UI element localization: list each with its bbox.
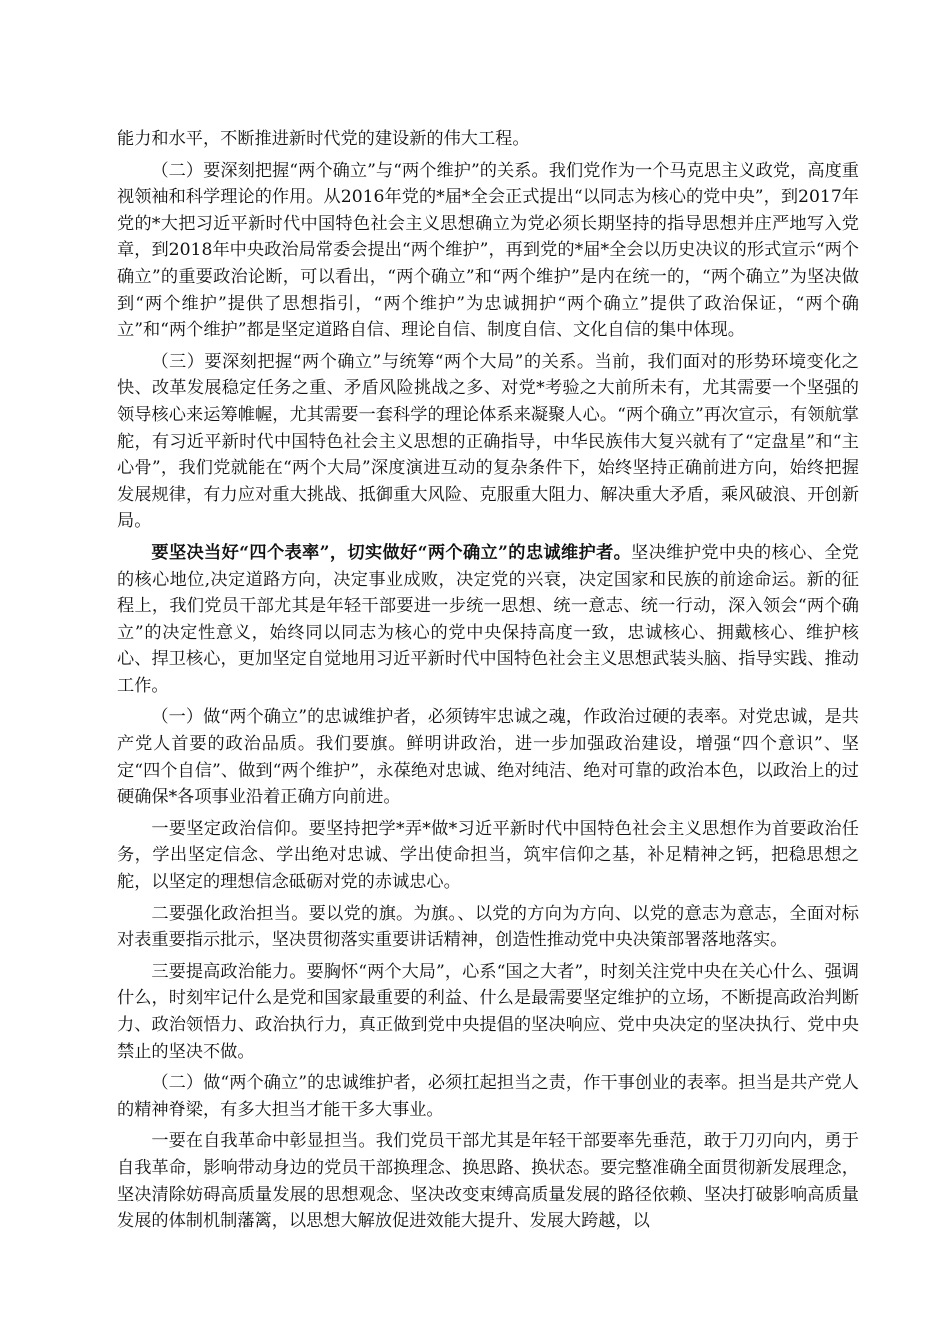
paragraph-10 [117,1128,859,1234]
paragraph-7 [117,901,859,954]
paragraph-text: 一要坚定政治信仰。要坚持把学*弄*做*习近平新时代中国特色社会主义思想作为首要政治任务，学出坚定信念、学出绝对忠诚、学出使命担当，筑牢信仰之基，补足精神之钙，把稳思想之舵，以坚定的理想信念砥砺对党的赤诚忠心。 [117,818,859,893]
paragraph-text: 坚决维护党中央的核心、全党的核心地位,决定道路方向，决定事业成败，决定党的兴衰，决定国家和民族的前途命运。新的征程上，我们党员干部尤其是年轻干部要进一步统一思想、统一意志、统一行动，深入领会“两个确立”的决定性意义，始终同以同志为核心的党中央保持高度一致，忠诚核心、拥戴核心、维护核心、捍卫核心，更加坚定自觉地用习近平新时代中国特色社会主义思想武装头脑、指导实践、推动工作。 [117,542,859,696]
document-body [117,126,859,1240]
paragraph-4 [117,540,859,700]
paragraph-text: （二）做“两个确立”的忠诚维护者，必须扛起担当之责，作干事创业的表率。担当是共产党人的精神脊梁，有多大担当才能干多大事业。 [117,1073,859,1120]
section-heading-lead: 要坚决当好“四个表率”，切实做好“两个确立”的忠诚维护者。 [151,542,632,563]
paragraph-text: 二要强化政治担当。要以党的旗。为旗。、以党的方向为方向、以党的意志为意志，全面对标对表重要指示批示，坚决贯彻落实重要讲话精神，创造性推动党中央决策部署落地落实。 [117,903,859,951]
paragraph-text: 三要提高政治能力。要胸怀“两个大局”，心系“国之大者”，时刻关注党中央在关心什么、强调什么，时刻牢记什么是党和国家最重要的利益、什么是最需要坚定维护的立场，不断提高政治判断力、政治领悟力、政治执行力，真正做到党中央提倡的坚决响应、党中央决定的坚决执行、党中央禁止的坚决不做。 [117,961,859,1062]
paragraph-3 [117,349,859,535]
paragraph-text: 能力和水平，不断推进新时代党的建设新的伟大工程。 [117,129,530,149]
paragraph-5 [117,704,859,810]
paragraph-text: （二）要深刻把握“两个确立”与“两个维护”的关系。我们党作为一个马克思主义政党，高度重视领袖和科学理论的作用。从2016年党的*届*全会正式提出“以同志为核心的党中央”，到2017年党的*大把习近平新时代中国特色社会主义思想确立为党必须长期坚持的指导思想并庄严地写入党章，到2018年中央政治局常委会提出“两个维护”，再到党的*届*全会以历史决议的形式宣示“两个确立”的重要政治论断，可以看出，“两个确立”和“两个维护”是内在统一的，“两个确立”为坚决做到“两个维护”提供了思想指引，“两个维护”为忠诚拥护“两个确立”提供了政治保证，“两个确立”和“两个维护”都是坚定道路自信、理论自信、制度自信、文化自信的集中体现。 [117,160,859,341]
paragraph-8 [117,959,859,1065]
paragraph-6 [117,816,859,896]
paragraph-2 [117,158,859,344]
paragraph-text: （三）要深刻把握“两个确立”与统筹“两个大局”的关系。当前，我们面对的形势环境变化之快、改革发展稳定任务之重、矛盾风险挑战之多、对党*考验之大前所未有，尤其需要一个坚强的领导核心来运筹帷幄，尤其需要一套科学的理论体系来凝聚人心。“两个确立”再次宣示，有领航掌舵，有习近平新时代中国特色社会主义思想的正确指导，中华民族伟大复兴就有了“定盘星”和“主心骨”，我们党就能在“两个大局”深度演进互动的复杂条件下，始终坚持正确前进方向，始终把握发展规律，有力应对重大挑战、抵御重大风险、克服重大阻力、解决重大矛盾，乘风破浪、开创新局。 [117,351,859,532]
paragraph-text: 一要在自我革命中彰显担当。我们党员干部尤其是年轻干部要率先垂范，敢于刀刃向内，勇于自我革命，影响带动身边的党员干部换理念、换思路、换状态。要完整准确全面贯彻新发展理念，坚决清除妨碍高质量发展的思想观念、坚决改变束缚高质量发展的路径依赖、坚决打破影响高质量发展的体制机制藩篱，以思想大解放促进效能大提升、发展大跨越，以 [117,1131,859,1232]
paragraph-9 [117,1070,859,1123]
paragraph-1 [117,126,859,153]
paragraph-text: （一）做“两个确立”的忠诚维护者，必须铸牢忠诚之魂，作政治过硬的表率。对党忠诚，是共产党人首要的政治品质。我们要旗。鲜明讲政治，进一步加强政治建设，增强“四个意识”、坚定“四个自信”、做到“两个维护”，永葆绝对忠诚、绝对纯洁、绝对可靠的政治本色，以政治上的过硬确保*各项事业沿着正确方向前进。 [117,707,859,808]
